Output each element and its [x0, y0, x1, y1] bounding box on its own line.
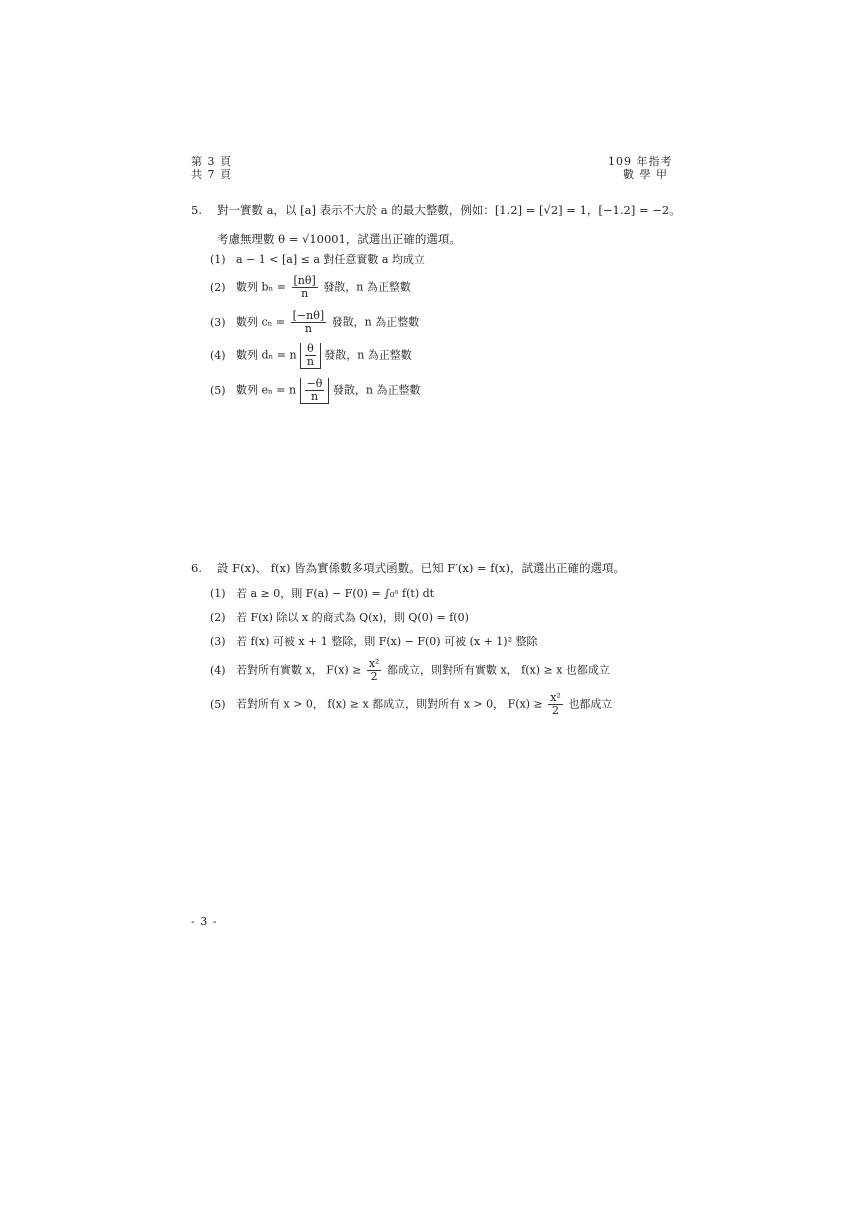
fraction-numerator: [−nθ] [292, 309, 325, 322]
q5-option-5 [210, 378, 421, 404]
option-suffix: 發散，n 為正整數 [323, 280, 411, 294]
q6-option-2 [210, 611, 469, 625]
option-suffix: 也都成立 [568, 697, 613, 711]
fraction-numerator: x² [550, 691, 561, 704]
page-number-header: 第 3 頁 [191, 155, 232, 168]
option-label: (3) [210, 315, 226, 329]
q5-option-2 [210, 275, 411, 300]
fraction [291, 310, 327, 335]
question-5-stem-line2: 考慮無理數 θ = √10001，試選出正確的選項。 [217, 232, 461, 246]
option-prefix: 數列 cₙ = [236, 315, 286, 329]
q6-option-1 [210, 587, 434, 601]
option-label: (5) [210, 383, 226, 397]
question-text: 設 F(x)、 f(x) 皆為實係數多項式函數。已知 F′(x) = f(x)，試選出正確的選項。 [217, 561, 625, 575]
fraction [292, 275, 318, 300]
fraction-denominator: n [306, 355, 314, 368]
question-5-stem [191, 203, 681, 217]
option-suffix: 發散，n 為正整數 [331, 315, 420, 329]
q5-option-4 [210, 343, 412, 369]
page-footer-number: - 3 - [191, 915, 218, 928]
option-prefix: 數列 dₙ = n [236, 348, 297, 362]
q5-option-3 [210, 310, 419, 335]
question-number: 6. [191, 561, 202, 575]
fraction-numerator: x² [368, 657, 380, 670]
fraction [305, 343, 316, 368]
option-prefix: 數列 eₙ = n [236, 383, 297, 397]
q6-option-5 [210, 692, 612, 717]
question-text: 對一實數 a，以 [a] 表示不大於 a 的最大整數，例如：[1.2] = [√2] = 1，[−1.2] = −2。 [217, 203, 681, 217]
fraction-numerator: θ [307, 342, 314, 355]
floor-bracket [300, 378, 330, 404]
option-label: (3) [210, 635, 226, 648]
option-text: a − 1 < [a] ≤ a 對任意實數 a 均成立 [236, 253, 425, 266]
q6-option-3 [210, 635, 538, 649]
option-label: (4) [210, 348, 226, 362]
fraction-denominator: 2 [552, 704, 560, 717]
fraction [367, 658, 382, 683]
fraction-numerator: −θ [306, 377, 323, 390]
floor-bracket [300, 343, 321, 369]
total-pages-header: 共 7 頁 [191, 168, 232, 181]
fraction-denominator: n [301, 287, 309, 300]
fraction [305, 378, 325, 403]
option-text: 若 f(x) 可被 x + 1 整除，則 F(x) − F(0) 可被 (x + 1)² 整除 [236, 635, 538, 648]
option-suffix: 發散，n 為正整數 [332, 383, 421, 397]
fraction-numerator: [nθ] [293, 274, 316, 287]
option-label: (2) [210, 611, 226, 624]
fraction-denominator: 2 [370, 670, 378, 683]
q5-option-1 [210, 253, 425, 267]
exam-title: 109 年指考 [608, 155, 673, 168]
option-prefix: 數列 bₙ = [236, 280, 287, 294]
option-text: 若 a ≥ 0，則 F(a) − F(0) = ∫₀ᵃ f(t) dt [236, 587, 435, 600]
question-6-stem [191, 561, 625, 575]
option-label: (2) [210, 280, 226, 294]
option-suffix: 發散，n 為正整數 [324, 348, 412, 362]
subject-title: 數 學 甲 [623, 168, 668, 181]
q6-option-4 [210, 658, 610, 683]
question-number: 5. [191, 203, 202, 217]
option-prefix: 若對所有 x > 0， f(x) ≥ x 都成立，則對所有 x > 0， F(x) ≥ [236, 697, 543, 711]
fraction-denominator: n [310, 390, 319, 403]
option-prefix: 若對所有實數 x， F(x) ≥ [236, 663, 362, 677]
fraction [548, 692, 563, 717]
option-label: (1) [210, 253, 226, 266]
fraction-denominator: n [304, 322, 312, 335]
option-label: (5) [210, 697, 226, 711]
option-text: 若 F(x) 除以 x 的商式為 Q(x)，則 Q(0) = f(0) [236, 611, 469, 624]
option-suffix: 都成立，則對所有實數 x， f(x) ≥ x 也都成立 [386, 663, 610, 677]
option-label: (1) [210, 587, 226, 600]
option-label: (4) [210, 663, 226, 677]
